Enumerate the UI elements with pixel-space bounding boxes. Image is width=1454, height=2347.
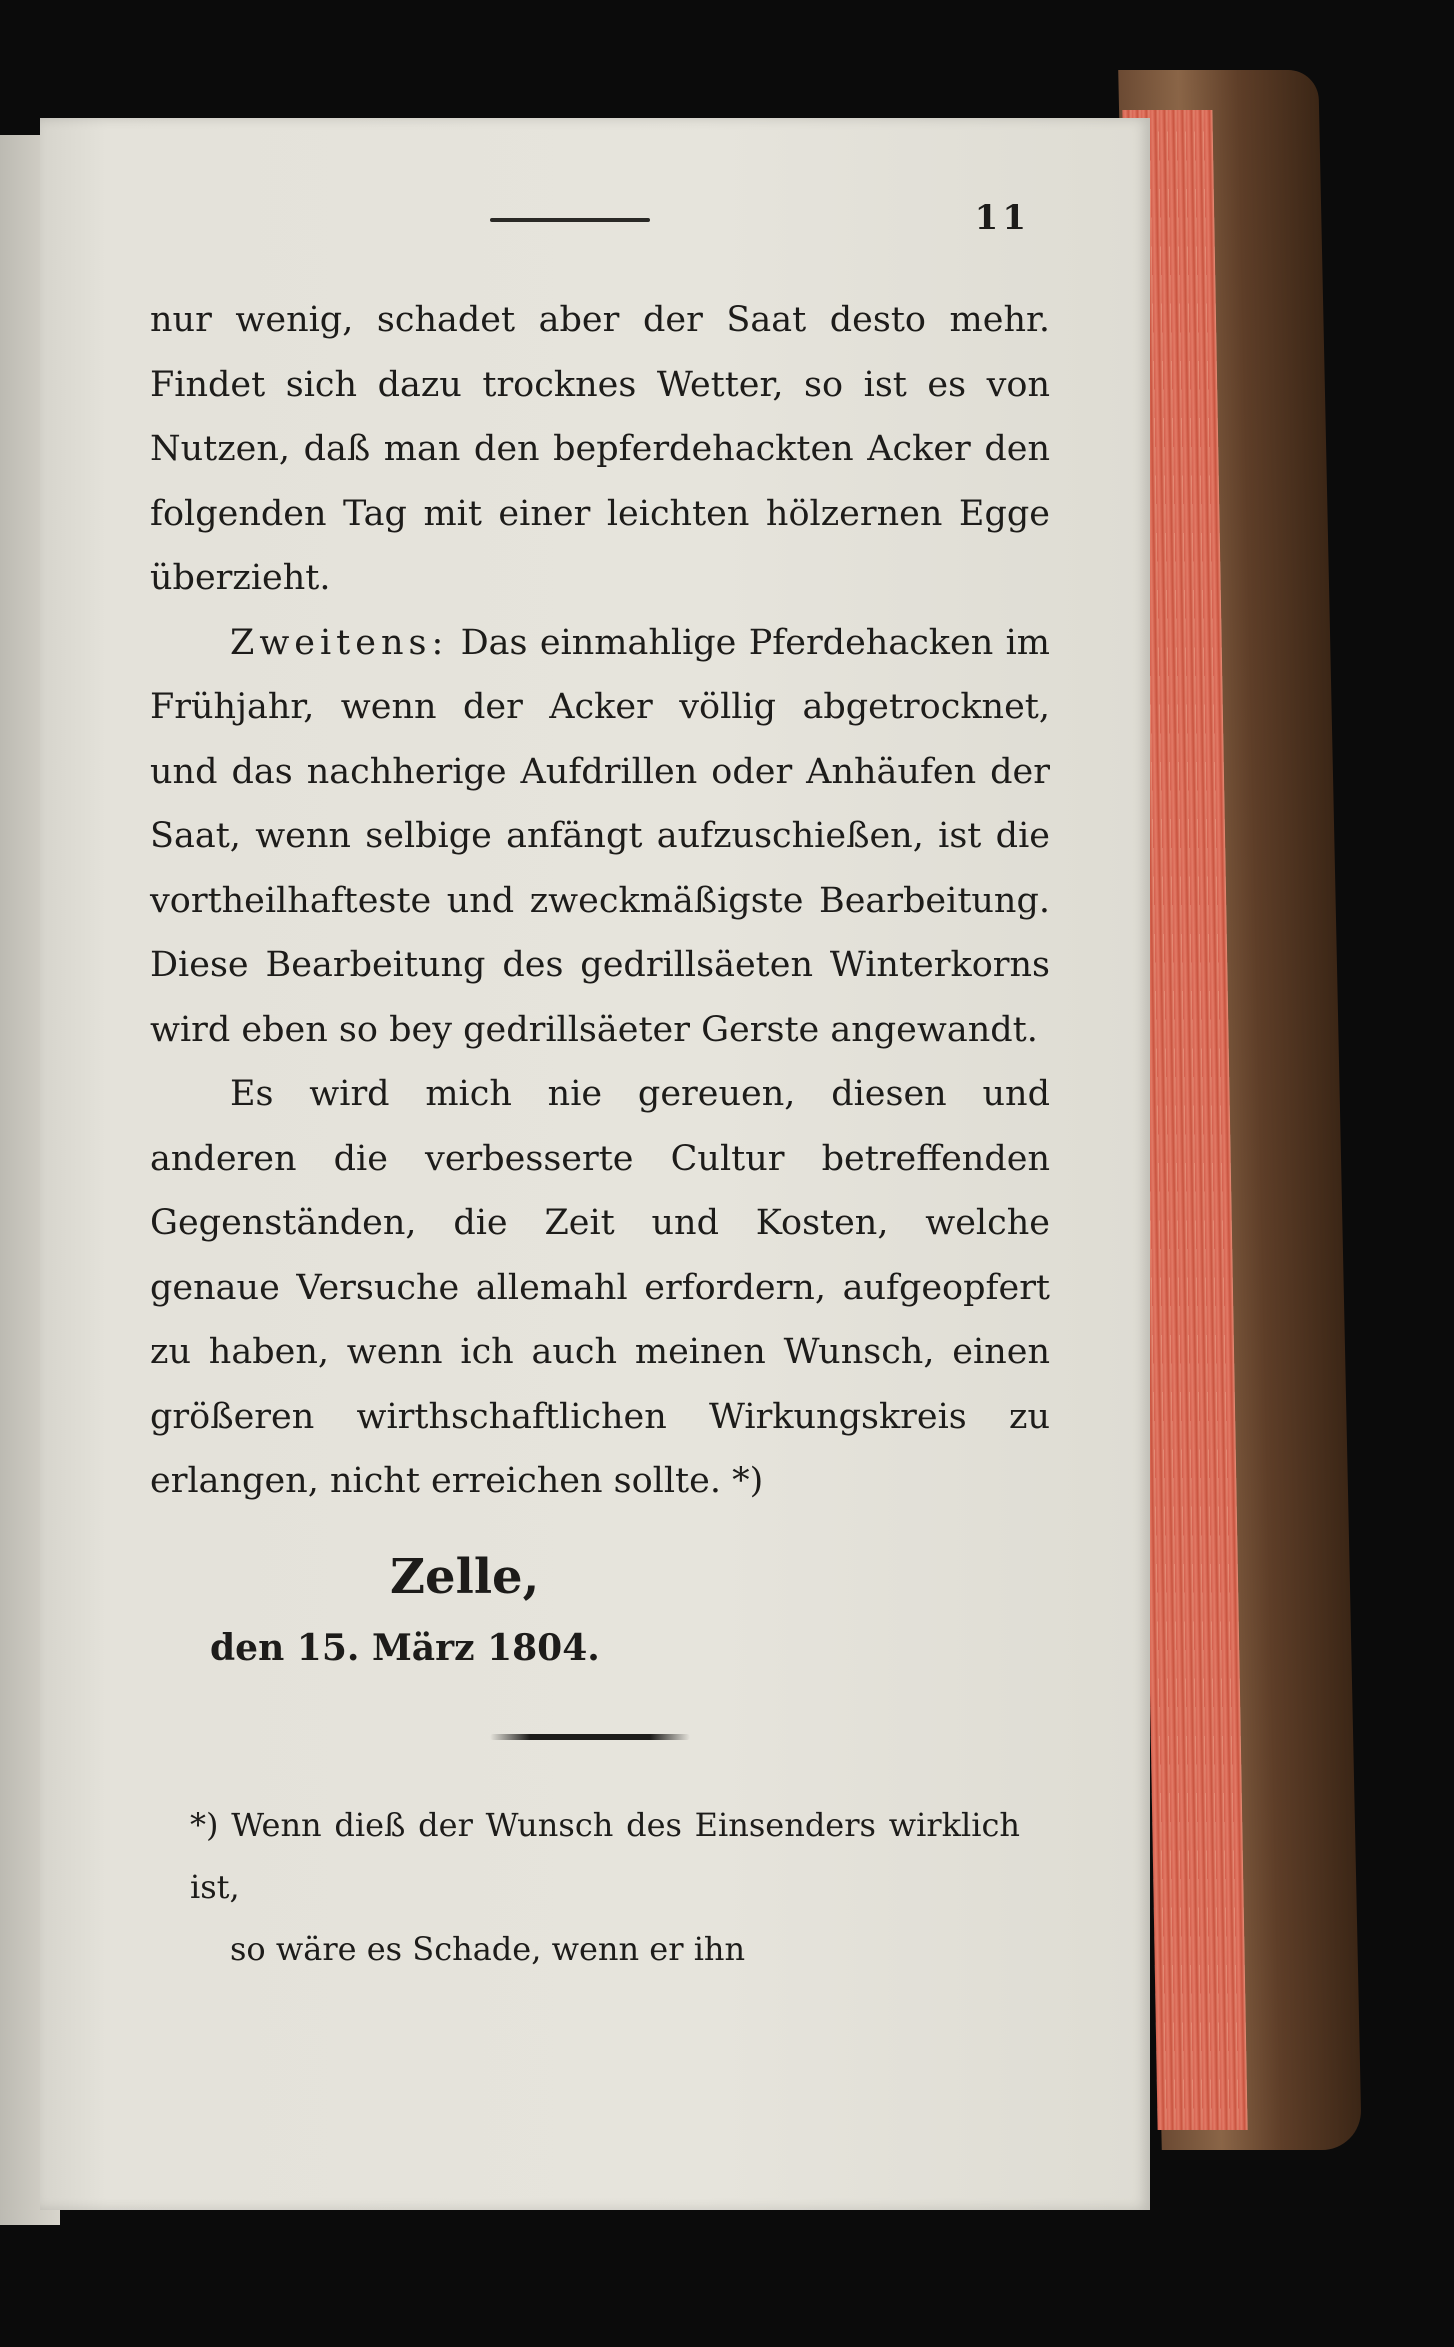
- footnote-line: so wäre es Schade, wenn er ihn: [230, 1929, 746, 1968]
- paragraph-text: Das einmahlige Pferdehacken im Frühjahr, wenn der Acker völlig abgetrocknet, und das nachherige Aufdrillen oder Anhäufen der Saat, wenn selbige anfängt aufzuschießen, ist die vortheilhafteste und zweckmäßigste Bearbeitung. Diese Bearbeitung des gedrillsäeten Winterkorns wird eben so bey gedrillsäeter Gerste angewandt.: [150, 622, 1050, 1050]
- paragraph: [150, 1062, 1050, 1514]
- ornamental-rule: [490, 1734, 690, 1740]
- footnote-line: Wenn dieß der Wunsch des Einsenders wirklich ist,: [190, 1805, 1021, 1906]
- header-rule: [490, 218, 650, 222]
- paragraph: [150, 611, 1050, 1063]
- paragraph-text: nur wenig, schadet aber der Saat desto mehr. Findet sich dazu trocknes Wetter, so ist es von Nutzen, daß man den bepferdehackten Acker den folgenden Tag mit einer leichten hölzernen Egge überzieht.: [150, 300, 1050, 598]
- paragraph: [150, 288, 1050, 611]
- book-page: [40, 118, 1150, 2210]
- page-number: 11: [974, 198, 1030, 238]
- paragraph-text: Es wird mich nie gereuen, diesen und anderen die verbesserte Cultur betreffenden Gegenständen, die Zeit und Kosten, welche genaue Versuche allemahl erfordern, aufgeopfert zu haben, wenn ich auch meinen Wunsch, einen größeren wirthschaftlichen Wirkungskreis zu erlangen, nicht erreichen sollte. *): [150, 1074, 1050, 1501]
- paragraph-lead: Zweitens:: [230, 622, 449, 663]
- footnote-marker: *): [190, 1805, 219, 1844]
- page-header: [150, 198, 1050, 258]
- body-text: [150, 288, 1050, 1514]
- closing-date: den 15. März 1804.: [210, 1626, 600, 1669]
- footnote: [190, 1794, 1020, 1980]
- page-content: [150, 198, 1050, 1980]
- closing-place: Zelle,: [390, 1548, 540, 1605]
